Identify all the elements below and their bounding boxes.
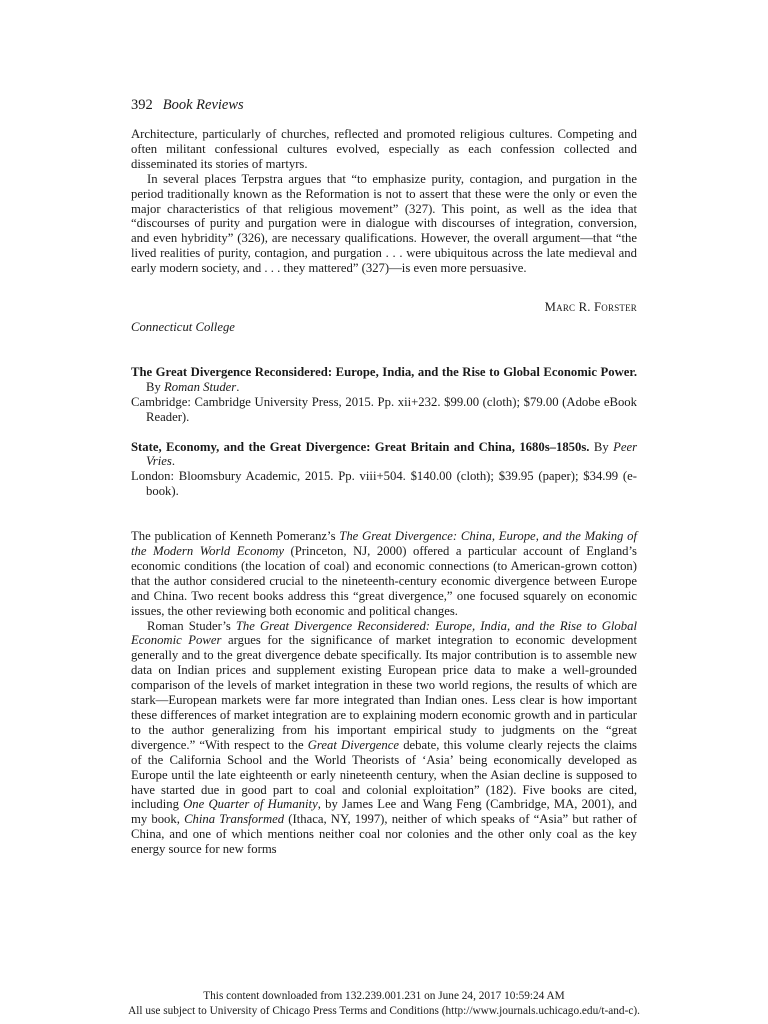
book-publication: London: Bloomsbury Academic, 2015. Pp. viii+504. $140.00 (cloth); $39.95 (paper); $34.99 (e-book). (131, 469, 637, 499)
text-run: debate, this volume clearly rejects the claims of the California School and the World Theorists of ‘Asia’ being economically developed as Europe until the late eighteenth or early nineteenth century, when the Asian decline is supposed to have started due in good part to coal and colonial exploitation” (182). Five books are cited, including (131, 737, 637, 812)
paragraph (131, 529, 637, 618)
text-run: , by James Lee and Wang Feng (Cambridge, MA, 2001), and my book, (131, 797, 637, 827)
book-author: Roman Studer (163, 379, 237, 394)
review-text (131, 529, 637, 857)
running-header (131, 94, 637, 116)
book-title-italic: Great Divergence (307, 737, 400, 752)
book-title: State, Economy, and the Great Divergence: Great Britain and China, 1680s–1850s. (131, 439, 590, 454)
previous-review-text (131, 127, 637, 276)
reviewer-name: Marc R. Forster (544, 300, 637, 315)
text-run: Roman Studer’s (147, 618, 236, 633)
book-title: The Great Divergence Reconsidered: Europe, India, and the Rise to Global Economic Power. (131, 364, 637, 379)
text-run: argues for the significance of market integration to economic development generally and to the great divergence debate specifically. Its major contribution is to assemble new data on Indian prices and supplement existing European price data to make a well-grounded comparison of the levels of market integration in these two world regions, the results of which are stark—European markets were far more integrated than Indian ones. Less clear is how important these differences of market integration are to explaining modern economic growth and in particular to the author generalizing from his important empirical study to judgments on the “great divergence.” “With respect to the (131, 633, 637, 752)
book-author: Peer Vries (146, 439, 638, 469)
by-label: By (593, 439, 609, 454)
book-publication: Cambridge: Cambridge University Press, 2015. Pp. xii+232. $99.00 (cloth); $79.00 (Adobe eBook Reader). (131, 394, 637, 424)
page-content (131, 94, 637, 857)
text-run: (Princeton, NJ, 2000) offered a particular account of England’s economic conditions (the location of coal) and economic connections (to American-grown cotton) that the author considered crucial to the nineteenth-century economic divergence between Europe and China. Two recent books address this “great divergence,” one focused squarely on economic issues, the other reviewing both economic and political changes. (131, 544, 637, 618)
download-notice: This content downloaded from 132.239.001.231 on June 24, 2017 10:59:24 AM (203, 990, 565, 1002)
terms-notice: All use subject to University of Chicago Press Terms and Conditions (http://www.journals.uchicago.edu/t-and-c). (128, 1005, 640, 1017)
book-title-italic: The Great Divergence Reconsidered: Europe, India, and the Rise to Global Economic Power (131, 618, 637, 648)
text-run: (Ithaca, NY, 1997), neither of which speaks of “Asia” but rather of China, and one of which mentions neither coal nor colonies and the other only coal as the key energy source for new forms (131, 812, 637, 857)
book-entry-2 (131, 440, 637, 500)
reviewer-affiliation: Connecticut College (131, 319, 235, 334)
page-number: 392 (131, 97, 153, 113)
book-title-italic: One Quarter of Humanity (183, 797, 318, 812)
section-title: Book Reviews (162, 97, 244, 113)
paragraph (131, 619, 637, 858)
book-title-italic: The Great Divergence: China, Europe, and the Making of the Modern World Economy (131, 529, 637, 559)
book-entry-1 (131, 365, 637, 425)
book-title-line: State, Economy, and the Great Divergence: Great Britain and China, 1680s–1850s. By Peer Vries. (131, 439, 638, 469)
by-label: By (146, 379, 161, 394)
paragraph: Architecture, particularly of churches, reflected and promoted religious cultures. Competing and often militant confessional cultures evolved, especially as each confession collected and disseminated its stories of martyrs. (131, 127, 637, 171)
book-title-line: The Great Divergence Reconsidered: Europe, India, and the Rise to Global Economic Power. By Roman Studer. (131, 364, 637, 394)
book-title-italic: China Transformed (184, 812, 285, 827)
text-run: The publication of Kenneth Pomeranz’s (131, 529, 340, 544)
paragraph: In several places Terpstra argues that “to emphasize purity, contagion, and purgation in the period traditionally known as the Reformation is not to assert that these were the only or even the major characteristics of that religious movement” (327). This point, as well as the idea that “discourses of purity and purgation were in dialogue with discourses of integration, conversion, and even hybridity” (326), are necessary qualifications. However, the overall argument—that “the lived realities of purity, contagion, and purgation . . . were ubiquitous across the late medieval and early modern society, and . . . they mattered” (327)—is even more persuasive. (131, 171, 637, 276)
